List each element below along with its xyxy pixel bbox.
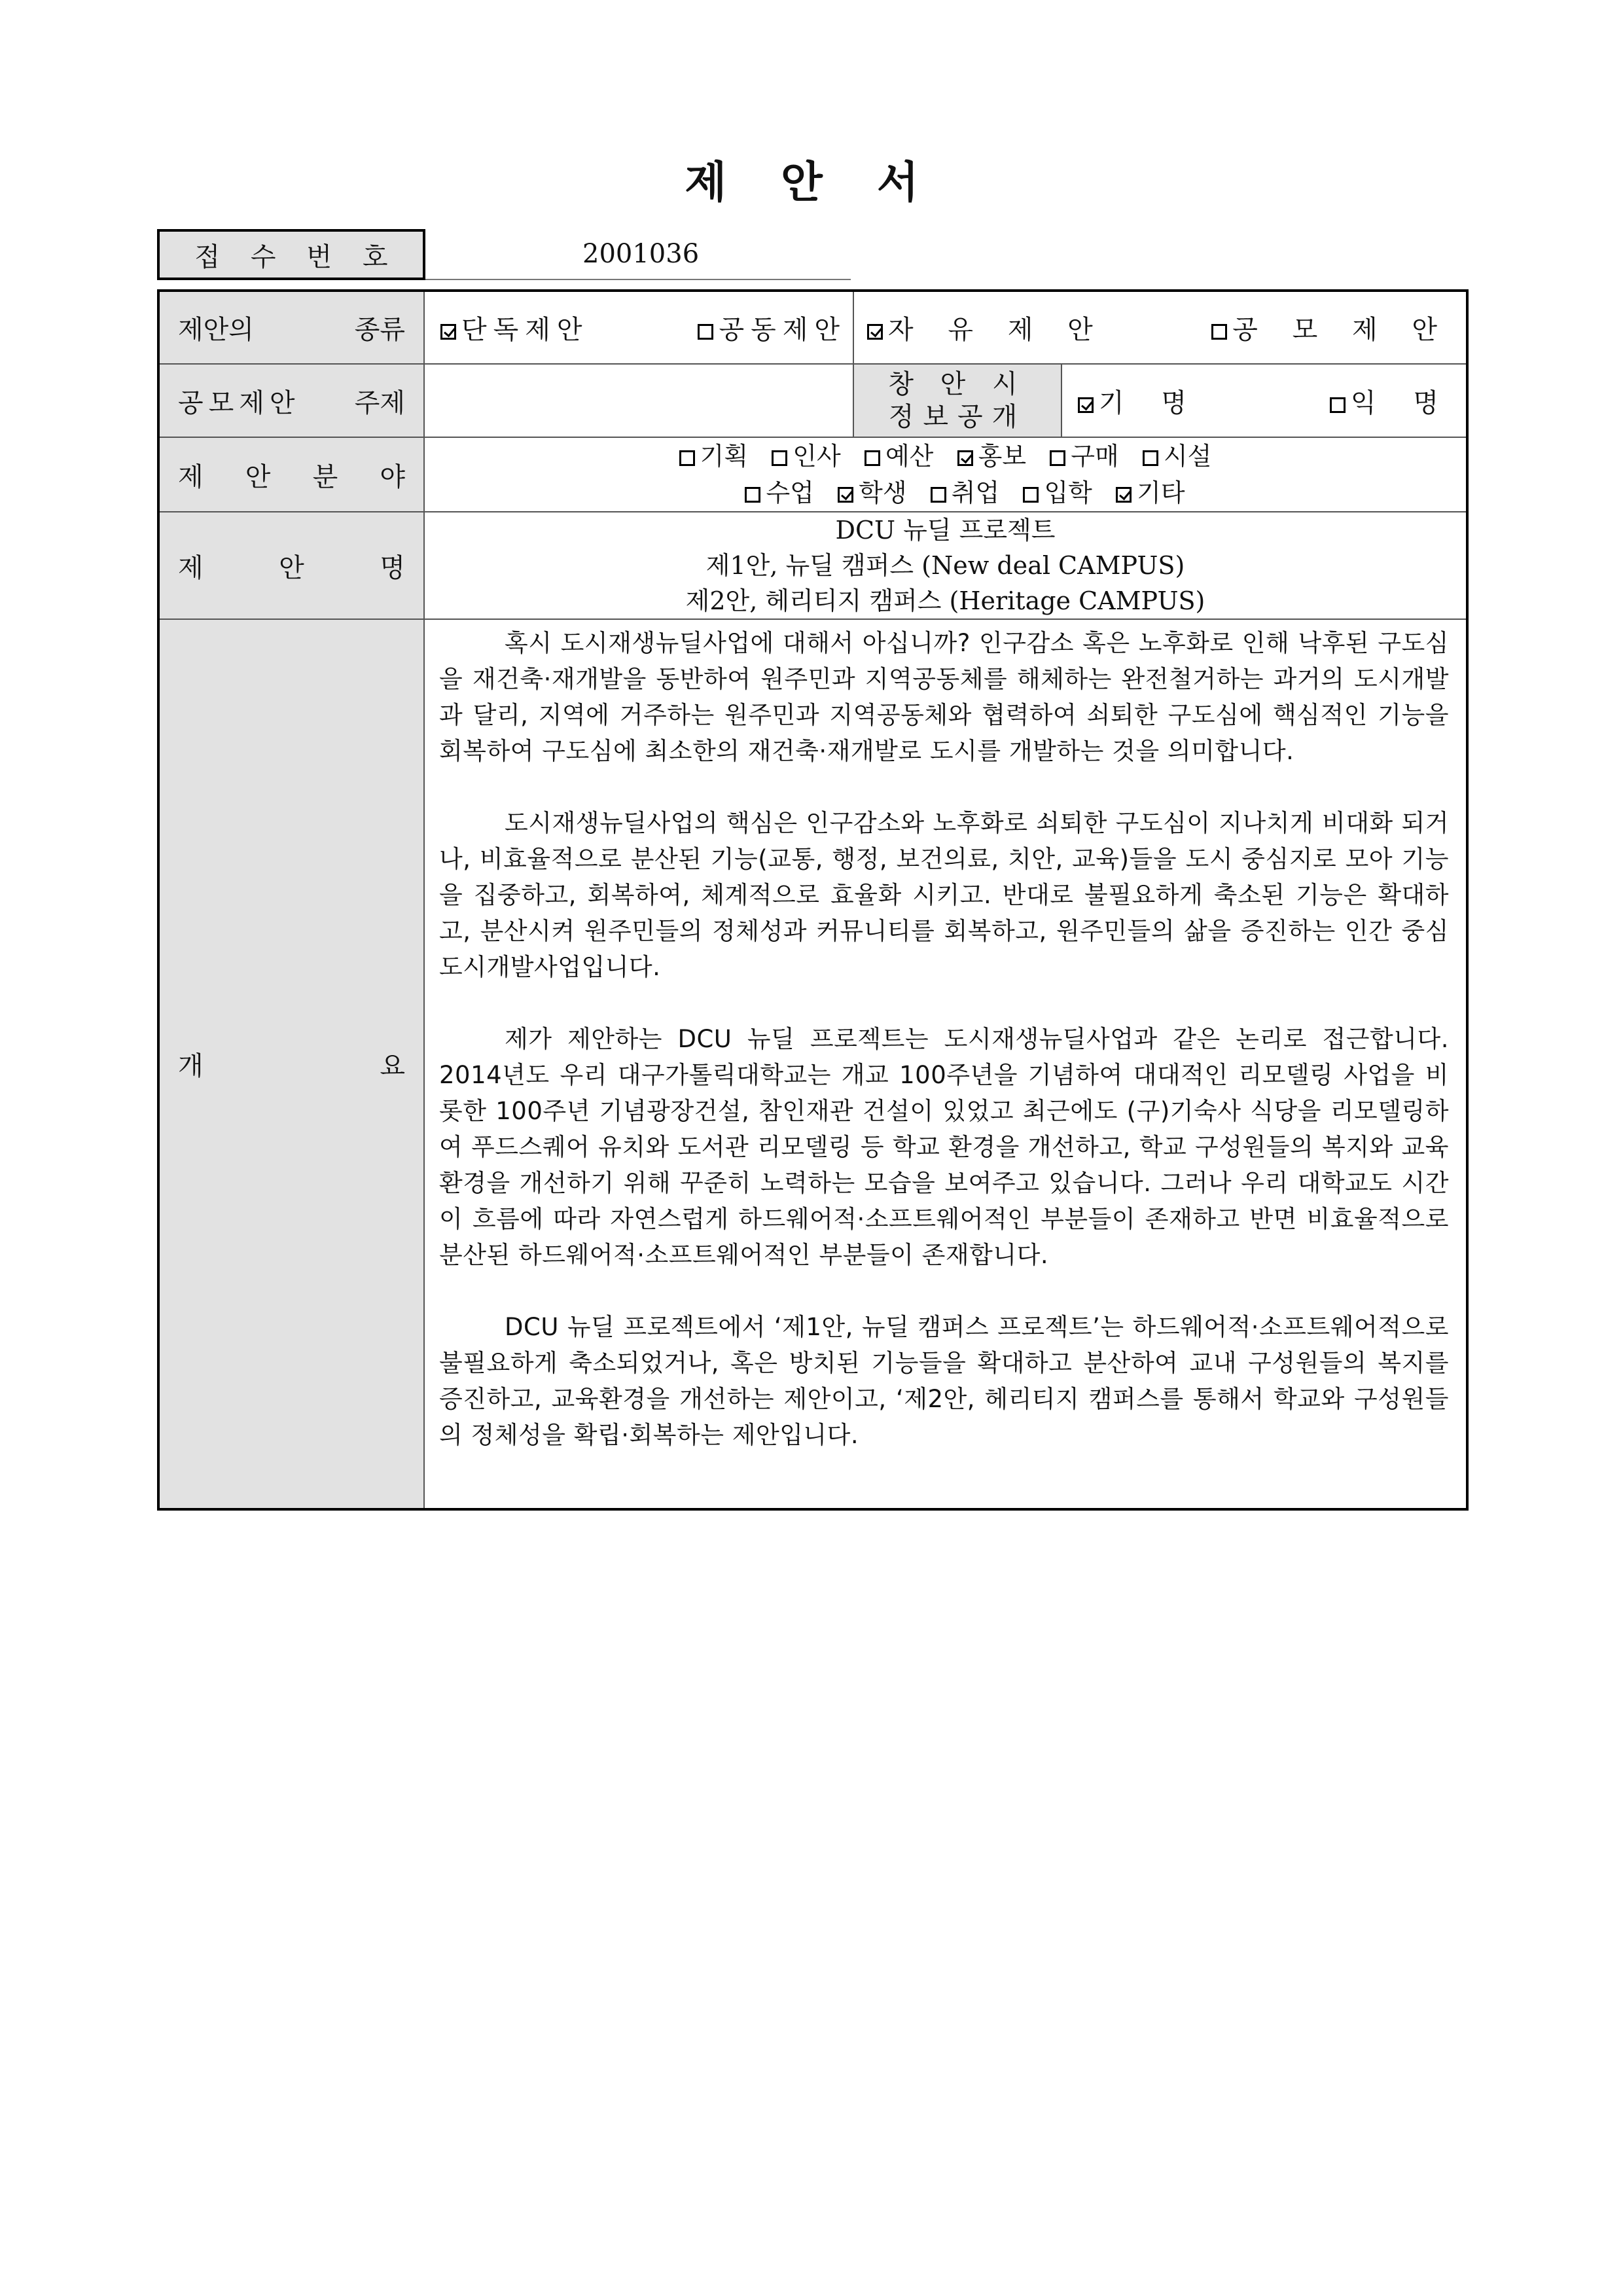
row-contest-topic: [158, 364, 1467, 437]
checkbox-icon: [698, 324, 713, 340]
contest-topic-value[interactable]: [424, 364, 853, 437]
checkbox-anonymous[interactable]: 익 명: [1330, 382, 1453, 420]
checkbox-icon: [1050, 450, 1065, 466]
label-contest-topic: 공모제안 주제: [158, 364, 424, 437]
receipt-number-value: 2001036: [425, 229, 851, 280]
checkbox-planning[interactable]: 기획: [679, 442, 748, 471]
checkbox-purchase[interactable]: 구매: [1050, 442, 1118, 471]
overview-paragraph: DCU 뉴딜 프로젝트에서 ‘제1안, 뉴딜 캠퍼스 프로젝트’는 하드웨어적·소프트웨어적으로 불필요하게 축소되었거나, 혹은 방치된 기능들을 확대하고 분산하여 교내 구성원들의 복지를 증진하고, 교육환경을 개선하는 제안이고, ‘제2안, 헤리티지 캠퍼스를 통해서 학교와 구성원들의 정체성을 확립·회복하는 제안입니다.: [439, 1313, 1449, 1449]
checkbox-class[interactable]: 수업: [745, 478, 813, 507]
checkbox-facility[interactable]: 시설: [1143, 442, 1211, 471]
checkbox-icon: [1330, 397, 1346, 413]
checkbox-budget[interactable]: 예산: [865, 442, 933, 471]
checkbox-icon: [1023, 487, 1039, 503]
label-overview: 개 요: [158, 619, 424, 1509]
label-proposal-name: 제 안 명: [158, 512, 424, 619]
proposal-form: [157, 289, 1469, 1511]
checkbox-icon: [867, 324, 883, 340]
checkbox-employment[interactable]: 취업: [931, 478, 999, 507]
overview-paragraph: 제가 제안하는 DCU 뉴딜 프로젝트는 도시재생뉴딜사업과 같은 논리로 접근합니다. 2014년도 우리 대구가톨릭대학교는 개교 100주년을 기념하여 대대적인 리모델링 사업을 비롯한 100주년 기념광장건설, 참인재관 건설이 있었고 최근에도 (구)기숙사 식당을 리모델링하여 푸드스퀘어 유치와 도서관 리모델링 등 학교 환경을 개선하고, 학교 구성원들의 복지와 교육환경을 개선하기 위해 꾸준히 노력하는 모습을 보여주고 있습니다. 그러나 우리 대학교도 시간이 흐름에 따라 자연스럽게 하드웨어적·소프트웨어적인 부분들이 존재하고 반면 비효율적으로 분산된 하드웨어적·소프트웨어적인 부분들이 존재합니다.: [439, 1025, 1449, 1269]
overview-body: [424, 619, 1467, 1509]
page-title: 제 안 서: [685, 157, 938, 207]
row-proposal-name: [158, 512, 1467, 619]
checkbox-joint[interactable]: 공동제안: [698, 309, 846, 346]
label-proposal-type: 제안의 종류: [158, 291, 424, 364]
checkbox-icon: [1211, 324, 1227, 340]
label-disclosure: 창 안 시 정보공개: [853, 364, 1061, 437]
overview-paragraph: 도시재생뉴딜사업의 핵심은 인구감소와 노후화로 쇠퇴한 구도심이 지나치게 비대화 되거나, 비효율적으로 분산된 기능(교통, 행정, 보건의료, 치안, 교육)들을 도시 중심지로 모아 기능을 집중하고, 회복하여, 체계적으로 효율화 시키고. 반대로 불필요하게 축소된 기능은 확대하고, 분산시켜 원주민들의 정체성과 커뮤니티를 회복하고, 원주민들의 삶을 증진하는 인간 중심 도시개발사업입니다.: [439, 809, 1449, 981]
checkbox-pr[interactable]: 홍보: [957, 442, 1026, 471]
checkbox-icon: [440, 324, 456, 340]
checkbox-icon: [931, 487, 946, 503]
checkbox-other[interactable]: 기타: [1116, 478, 1185, 507]
receipt-label: 접 수 번 호: [157, 229, 425, 280]
checkbox-icon: [957, 450, 973, 466]
checkbox-personnel[interactable]: 인사: [772, 442, 840, 471]
checkbox-icon: [1078, 397, 1094, 413]
overview-paragraph: 혹시 도시재생뉴딜사업에 대해서 아십니까? 인구감소 혹은 노후화로 인해 낙후된 구도심을 재건축·재개발을 동반하여 원주민과 지역공동체를 해체하는 완전철거하는 과거의 도시개발과 달리, 지역에 거주하는 원주민과 지역공동체와 협력하여 쇠퇴한 구도심에 핵심적인 기능을 회복하여 구도심에 최소한의 재건축·재개발로 도시를 개발하는 것을 의미합니다.: [439, 629, 1449, 765]
checkbox-free[interactable]: 자 유 제 안: [867, 309, 1106, 346]
checkbox-single[interactable]: 단독제안: [440, 309, 589, 346]
checkbox-icon: [838, 487, 853, 503]
checkbox-icon: [865, 450, 880, 466]
checkbox-icon: [745, 487, 760, 503]
checkbox-icon: [772, 450, 787, 466]
row-proposal-type: [158, 291, 1467, 364]
checkbox-student[interactable]: 학생: [838, 478, 906, 507]
label-proposal-field: 제 안 분 야: [158, 437, 424, 512]
checkbox-icon: [1143, 450, 1158, 466]
proposal-name-value: DCU 뉴딜 프로젝트 제1안, 뉴딜 캠퍼스 (New deal CAMPUS) 제2안, 헤리티지 캠퍼스 (Heritage CAMPUS): [424, 512, 1467, 619]
receipt-number: [157, 229, 851, 279]
row-proposal-field: [158, 437, 1467, 512]
field-checkboxes: [424, 437, 1467, 512]
checkbox-contest[interactable]: 공 모 제 안: [1211, 309, 1450, 346]
checkbox-admission[interactable]: 입학: [1023, 478, 1092, 507]
checkbox-icon: [1116, 487, 1132, 503]
checkbox-named[interactable]: 기 명: [1078, 382, 1201, 420]
row-overview: [158, 619, 1467, 1509]
checkbox-icon: [679, 450, 695, 466]
